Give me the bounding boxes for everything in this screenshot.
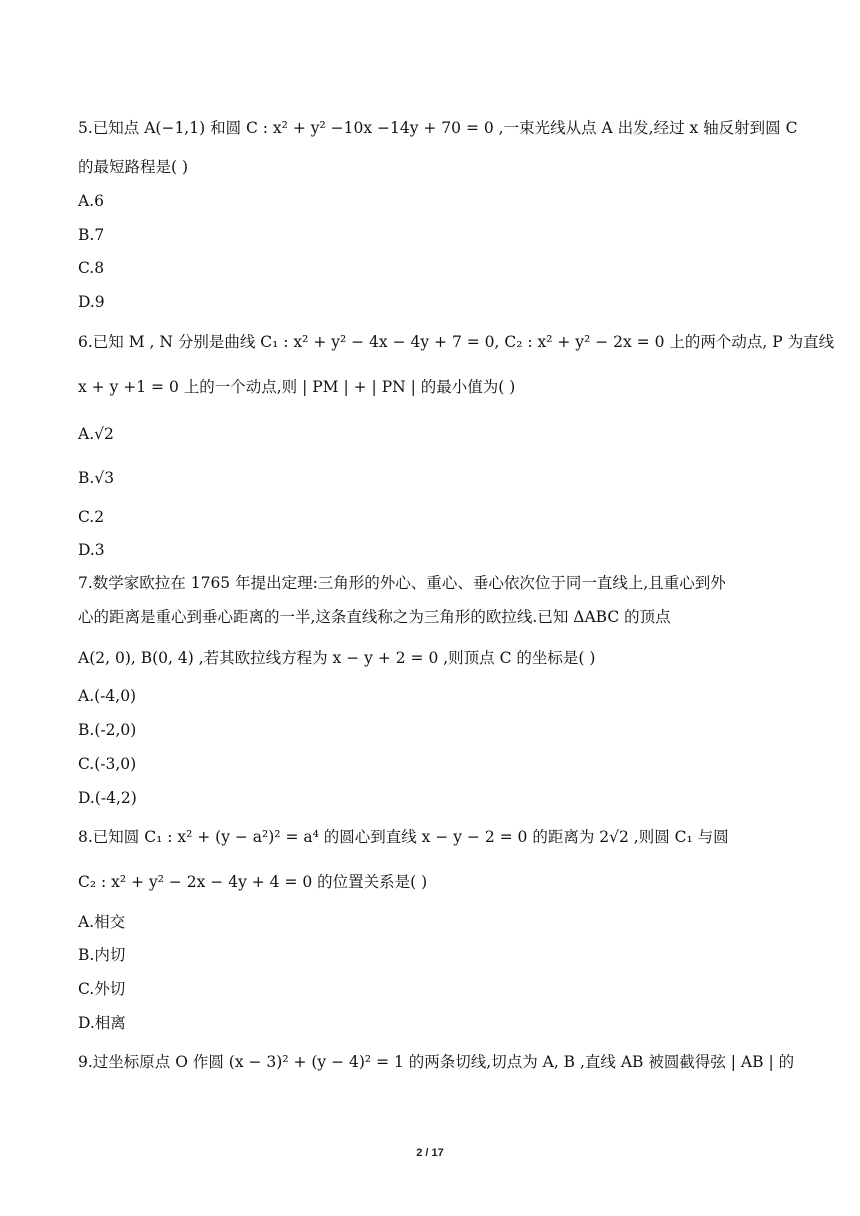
q7-stem-line-1: 7.数学家欧拉在 1765 年提出定理:三角形的外心、重心、垂心依次位于同一直线上,且重心到外 bbox=[78, 574, 726, 592]
q5-stem-line-1: 5.已知点 A(−1,1) 和圆 C : x² + y² −10x −14y + 70 = 0 ,一束光线从点 A 出发,经过 x 轴反射到圆 C bbox=[78, 119, 798, 137]
q7-option-a: A.(-4,0) bbox=[78, 687, 137, 705]
q6-option-c: C.2 bbox=[78, 508, 105, 526]
q8-option-a: A.相交 bbox=[78, 913, 126, 931]
page-number: 2 / 17 bbox=[416, 1147, 444, 1159]
q7-stem-line-2: 心的距离是重心到垂心距离的一半,这条直线称之为三角形的欧拉线.已知 ΔABC 的顶点 bbox=[78, 608, 671, 626]
q6-option-a: A.√2 bbox=[78, 425, 114, 443]
q7-option-c: C.(-3,0) bbox=[78, 755, 137, 773]
q5-stem-line-2: 的最短路程是( ) bbox=[78, 158, 189, 176]
q8-stem-line-1: 8.已知圆 C₁ : x² + (y − a²)² = a⁴ 的圆心到直线 x − y − 2 = 0 的距离为 2√2 ,则圆 C₁ 与圆 bbox=[78, 828, 729, 846]
q6-option-b: B.√3 bbox=[78, 469, 115, 487]
q7-option-b: B.(-2,0) bbox=[78, 721, 137, 739]
q5-option-a: A.6 bbox=[78, 192, 104, 210]
q8-option-b: B.内切 bbox=[78, 946, 126, 964]
q6-stem-line-1: 6.已知 M , N 分别是曲线 C₁ : x² + y² − 4x − 4y + 7 = 0, C₂ : x² + y² − 2x = 0 上的两个动点, P 为直线 bbox=[78, 333, 835, 351]
q5-option-d: D.9 bbox=[78, 293, 105, 311]
q8-option-d: D.相离 bbox=[78, 1014, 126, 1032]
q8-stem-line-2: C₂ : x² + y² − 2x − 4y + 4 = 0 的位置关系是( ) bbox=[78, 873, 428, 891]
q8-option-c: C.外切 bbox=[78, 980, 126, 998]
q6-stem-line-2: x + y +1 = 0 上的一个动点,则 | PM | + | PN | 的最小值为( ) bbox=[78, 378, 516, 396]
q9-stem-line-1: 9.过坐标原点 O 作圆 (x − 3)² + (y − 4)² = 1 的两条切线,切点为 A, B ,直线 AB 被圆截得弦 | AB | 的 bbox=[78, 1053, 795, 1071]
q5-option-c: C.8 bbox=[78, 259, 105, 277]
q7-option-d: D.(-4,2) bbox=[78, 789, 137, 807]
q5-option-b: B.7 bbox=[78, 226, 105, 244]
q7-stem-line-3: A(2, 0), B(0, 4) ,若其欧拉线方程为 x − y + 2 = 0 ,则顶点 C 的坐标是( ) bbox=[78, 649, 596, 667]
q6-option-d: D.3 bbox=[78, 541, 105, 559]
